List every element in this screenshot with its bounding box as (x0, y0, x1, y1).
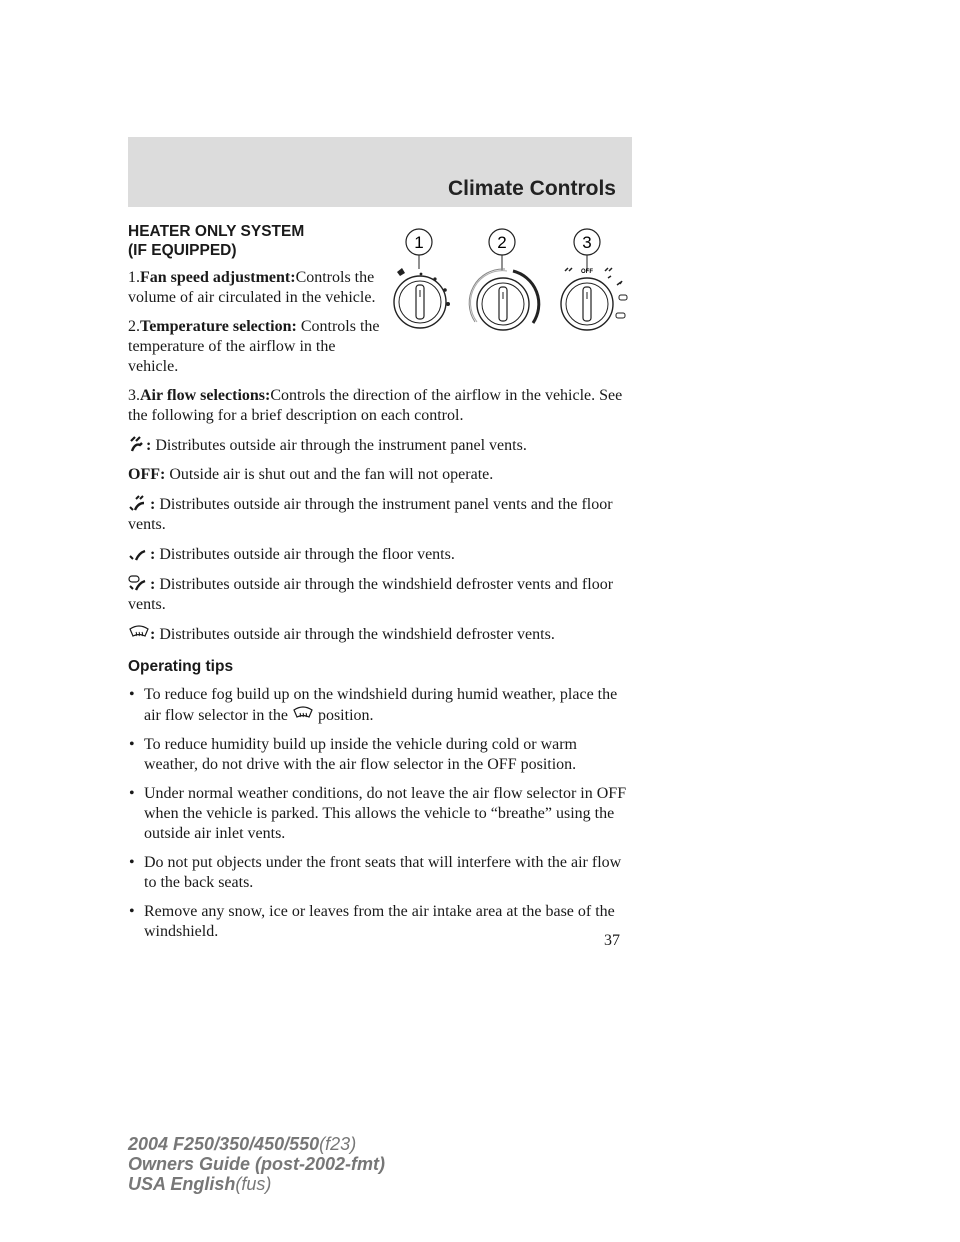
operating-tips-title: Operating tips (128, 658, 234, 675)
mode-text: Distributes outside air through the windshield defroster vents. (159, 626, 555, 643)
footer-guide: Owners Guide (post-2002-fmt) (128, 1154, 386, 1174)
fan-speed-item (128, 268, 380, 308)
tip-text: To reduce humidity build up inside the vehicle during cold or warm weather, do not drive with the air flow selector in the OFF position. (144, 736, 577, 773)
section-title-line1: HEATER ONLY SYSTEM (128, 223, 305, 240)
mode-separator: : (150, 576, 156, 593)
document-footer (128, 1134, 385, 1194)
mode-text: Distributes outside air through the instrument panel vents. (155, 437, 527, 454)
page-content (128, 222, 632, 951)
tip-item (128, 735, 632, 775)
tip-text: Remove any snow, ice or leaves from the air intake area at the base of the windshield. (144, 903, 615, 940)
bullet: • (129, 736, 135, 753)
bullet: • (129, 785, 135, 802)
tip-text: Do not put objects under the front seats that will interfere with the air flow to the back seats. (144, 854, 622, 891)
item-text: Controls the temperature of the airflow in the vehicle. (128, 318, 380, 375)
footer-model-code: (f23) (319, 1134, 357, 1154)
footer-line-2 (128, 1154, 385, 1174)
mode-text: Distributes outside air through the floor vents. (159, 546, 455, 563)
tip-text: To reduce fog build up on the windshield during humid weather, place the air flow selector in the (144, 686, 618, 724)
item-number: 3. (128, 387, 140, 404)
mode-separator: : (150, 546, 156, 563)
mode-text: Distributes outside air through the instrument panel vents and the floor vents. (128, 496, 613, 533)
footer-language-code: (fus) (235, 1174, 272, 1194)
mode-off-label: OFF: (128, 466, 166, 483)
mode-separator: : (146, 437, 152, 454)
defrost-icon (128, 624, 150, 642)
item-number: 2. (128, 318, 140, 335)
bullet: • (129, 854, 135, 871)
mode-text: Distributes outside air through the windshield defroster vents and floor vents. (128, 576, 614, 613)
footer-line-3 (128, 1174, 385, 1194)
tip-item (128, 685, 632, 726)
footer-model: 2004 F250/350/450/550 (128, 1134, 320, 1154)
air-flow-item (128, 386, 632, 426)
footer-line-1 (128, 1134, 385, 1154)
item-label: Air flow selections: (140, 387, 271, 404)
section-title-line2: (IF EQUIPPED) (128, 242, 237, 259)
panel-vent-icon (128, 435, 146, 453)
footer-language: USA English (128, 1174, 236, 1194)
item-number: 1. (128, 269, 140, 286)
callout-2-label: 2 (497, 233, 507, 252)
tip-text: Under normal weather conditions, do not leave the air flow selector in OFF when the vehicle is parked. This allows the vehicle to “breathe” using the outside air inlet vents. (144, 785, 627, 842)
mode-floor (128, 544, 632, 565)
floor-vent-icon (128, 544, 150, 562)
section-header-title: Climate Controls (447, 177, 616, 200)
item-text: Controls the direction of the airflow in the vehicle. See the following for a brief description on each control. (128, 387, 623, 424)
mode-text: Outside air is shut out and the fan will not operate. (169, 466, 494, 483)
tip-item (128, 902, 632, 942)
defrost-icon (292, 705, 314, 723)
item-text: Controls the volume of air circulated in the vehicle. (128, 269, 376, 306)
tip-item (128, 784, 632, 844)
callout-3-label: 3 (582, 233, 592, 252)
operating-tips-list (128, 685, 632, 942)
header-band (128, 137, 632, 207)
mode-separator: : (150, 496, 156, 513)
mode-separator: : (150, 626, 156, 643)
temperature-item (128, 317, 380, 377)
item-label: Fan speed adjustment: (140, 269, 296, 286)
mode-off (128, 465, 632, 485)
callout-1-label: 1 (414, 233, 424, 252)
floor-defrost-icon (128, 574, 150, 592)
off-mini-label: OFF (581, 269, 593, 275)
mode-panel (128, 435, 632, 456)
mode-panel-floor (128, 494, 632, 535)
panel-floor-vent-icon (128, 494, 150, 512)
tip-text: position. (317, 707, 374, 724)
tip-item (128, 853, 632, 893)
item-label: Temperature selection: (140, 318, 297, 335)
mode-defrost (128, 624, 632, 645)
bullet: • (129, 686, 135, 703)
page-number: 37 (604, 932, 620, 949)
mode-floor-defrost (128, 574, 632, 615)
bullet: • (129, 903, 135, 920)
